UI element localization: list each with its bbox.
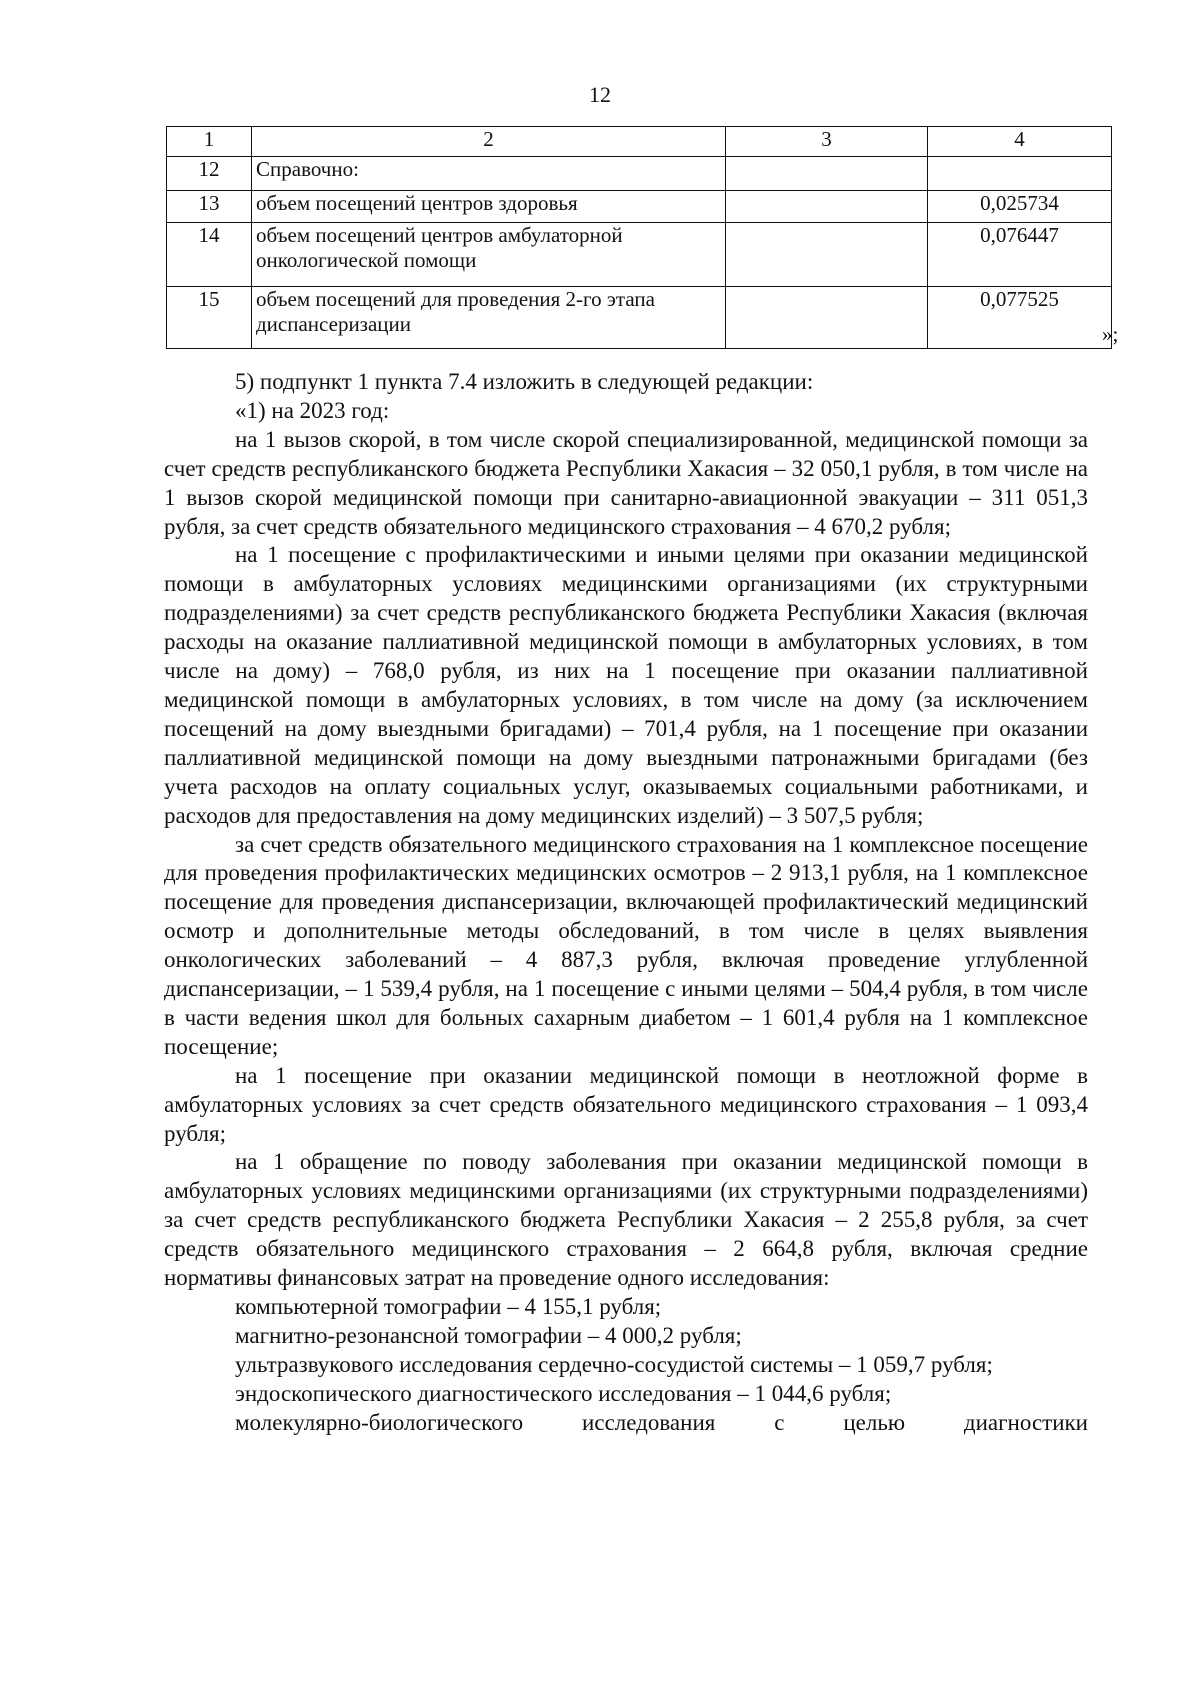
paragraph-disease-appeal: на 1 обращение по поводу заболевания при оказании медицинской помощи в амбулаторных условиях медицинскими организациями (их структурными подразделениями) за счет средств республиканского бюджета Республики Хакасия – 2 255,8 рубля, за счет средств обязательного медицинского страхования – 2 664,8 рубля, включая средние нормативы финансовых затрат на проведение одного исследования: [164, 1149, 1088, 1291]
row-number: 13 [167, 191, 252, 223]
row-col3 [726, 157, 928, 191]
list-item: компьютерной томографии – 4 155,1 рубля; [235, 1294, 662, 1319]
document-body [164, 368, 1088, 1438]
table-row [167, 287, 1112, 349]
row-col3 [726, 287, 928, 349]
row-value [928, 157, 1112, 191]
table-header-cell: 2 [252, 127, 726, 157]
row-col3 [726, 223, 928, 287]
list-item: ультразвукового исследования сердечно-сосудистой системы – 1 059,7 рубля; [235, 1351, 993, 1377]
row-number: 15 [167, 287, 252, 349]
row-value: 0,077525 [928, 287, 1112, 349]
paragraph-urgent-visit: на 1 посещение при оказании медицинской помощи в неотложной форме в амбулаторных условиях за счет средств обязательного медицинского страхования – 1 093,4 рубля; [164, 1062, 1088, 1146]
page-number: 12 [589, 82, 611, 107]
table-closing-quote: »; [1102, 322, 1119, 346]
table-header-cell: 3 [726, 127, 928, 157]
row-name: Справочно: [252, 157, 726, 191]
paragraph-amendment: 5) подпункт 1 пункта 7.4 изложить в следующей редакции: [235, 369, 814, 394]
row-col3 [726, 191, 928, 223]
table-row [167, 191, 1112, 223]
list-item: эндоскопического диагностического исследования – 1 044,6 рубля; [235, 1380, 892, 1406]
paragraph-ambulance: на 1 вызов скорой, в том числе скорой специализированной, медицинской помощи за счет средств республиканского бюджета Республики Хакасия – 32 050,1 рубля, в том числе на 1 вызов скорой медицинской помощи при санитарно-авиационной эвакуации – 311 051,3 рубля, за счет средств обязательного медицинского страхования – 4 670,2 рубля; [164, 426, 1088, 539]
table-row [167, 157, 1112, 191]
table-header-row [167, 127, 1112, 157]
row-number: 14 [167, 223, 252, 287]
list-item: магнитно-резонансной томографии – 4 000,2 рубля; [235, 1322, 742, 1348]
norms-table [166, 126, 1112, 349]
row-value: 0,076447 [928, 223, 1112, 287]
paragraph-year: «1) на 2023 год: [235, 397, 390, 423]
row-value: 0,025734 [928, 191, 1112, 223]
row-number: 12 [167, 157, 252, 191]
table-header-cell: 4 [928, 127, 1112, 157]
table-row [167, 223, 1112, 287]
row-name: объем посещений центров амбулаторной онкологической помощи [252, 223, 726, 287]
list-item: молекулярно-биологического исследования с целью диагностики [235, 1409, 1088, 1435]
table-header-cell: 1 [167, 127, 252, 157]
paragraph-prophylactic-visit: на 1 посещение с профилактическими и иными целями при оказании медицинской помощи в амбулаторных условиях медицинскими организациями (их структурными подразделениями) за счет средств республиканского бюджета Республики Хакасия (включая расходы на оказание паллиативной медицинской помощи в амбулаторных условиях, в том числе на дому) – 768,0 рубля, из них на 1 посещение при оказании паллиативной медицинской помощи в амбулаторных условиях, в том числе на дому (за исключением посещений на дому выездными бригадами) – 701,4 рубля, на 1 посещение при оказании паллиативной медицинской помощи на дому выездными патронажными бригадами (без учета расходов на оплату социальных услуг, оказываемых социальными работниками, и расходов для предоставления на дому медицинских изделий) – 3 507,5 рубля; [164, 542, 1088, 828]
row-name: объем посещений центров здоровья [252, 191, 726, 223]
paragraph-oms-complex-visit: за счет средств обязательного медицинского страхования на 1 комплексное посещение для проведения профилактических медицинских осмотров – 2 913,1 рубля, на 1 комплексное посещение для проведения диспансеризации, включающей профилактический медицинский осмотр и дополнительные методы обследований, в том числе в целях выявления онкологических заболеваний – 4 887,3 рубля, включая проведение углубленной диспансеризации, – 1 539,4 рубля, на 1 посещение с иными целями – 504,4 рубля, в том числе в части ведения школ для больных сахарным диабетом – 1 601,4 рубля на 1 комплексное посещение; [164, 831, 1088, 1059]
row-name: объем посещений для проведения 2-го этапа диспансеризации [252, 287, 726, 349]
